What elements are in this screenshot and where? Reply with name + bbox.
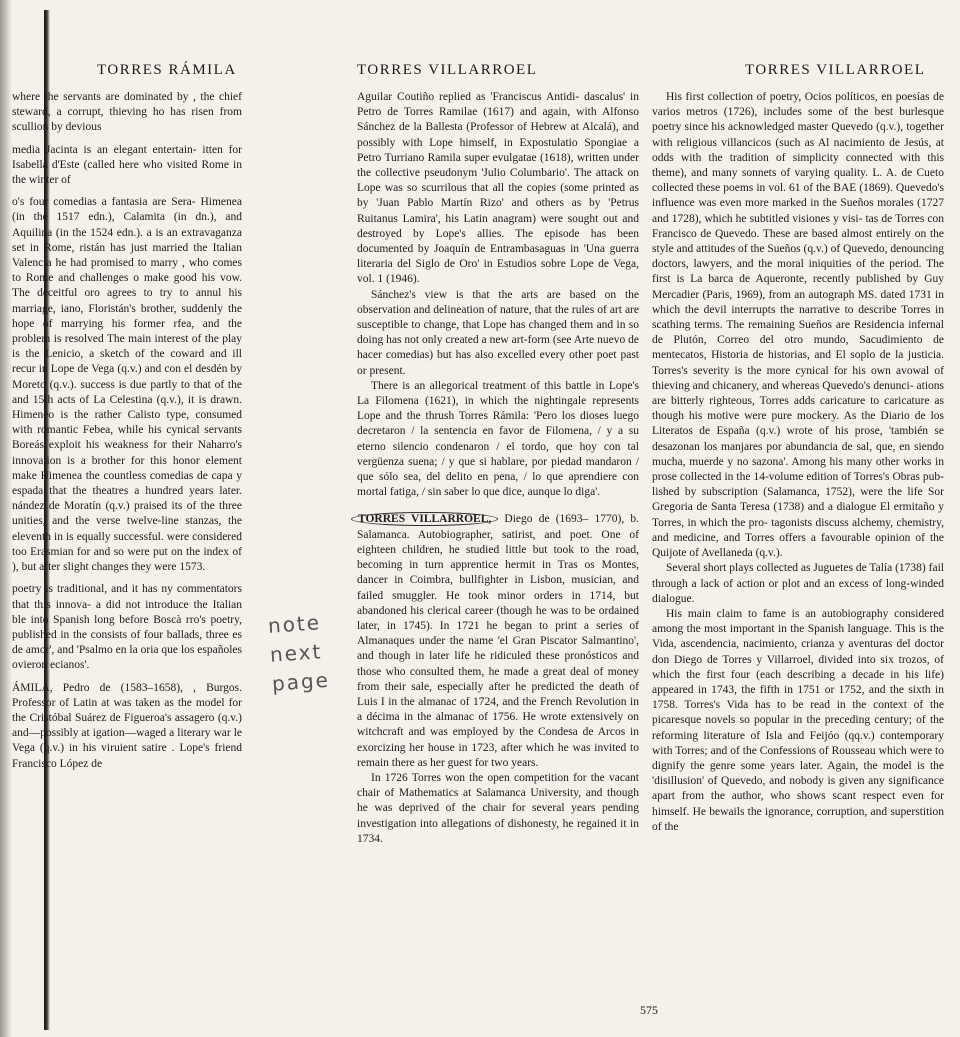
- page-number: 575: [640, 1003, 658, 1017]
- right-paragraph: His first collection of poetry, Ocios políticos, en poesías de varios metros (1726), includes some of the best burlesque poetry since his acknowledged master Quevedo (q.v.), together with religious villancicos (such as Al nacimiento de Jesús, at odds with the tradition of simplicity connected with this theme), and many sonnets of varying quality. L. A. de Cueto collected these poems in vol. 61 of the BAE (1869). Quevedo's influence was even more marked in the Sueños morales (1727 and 1728), which he subtitled visiones y visi- tas de Torres con Francisco de Quevedo. These are based almost entirely on the style and attitudes of the Sueños (q.v.) of Quevedo, denouncing doctors, lawyers, and the moral iniquities of the period. The first is La barca de Aqueronte, recently published by Guy Mercadier (Paris, 1969), from an autograph MS. dated 1731 in which the devil interrupts the narrative to describe Torres in scathing terms. The remaining Sueños are Residencia infernal de Plutón, Correo del otro mundo, Sacudimiento de mentecatos, Historia de historias, and El soplo de la justicia. Torres's severity is the more cynical for his own avowal of thieving and chicanery, and whereas Quevedo's denunci- ations are bitterly righteous, Torres adds caricature to caricature as though his motive were pure mockery. As the Diario de los Literatos de España (q.v.) wrote of his prose, 'también se desazonan los manjares por abundancia de sal, que, en siendo mucha, muerde y no sazona'. Among his many other works in prose collected in the 14-volume edition of Torres's Obras pub- lished by subscription (Salamanca, 1752), were the life Sor Gregoria de Santa Teresa (1738) and a dialogue El ermitaño y Torres, in which the pro- tagonists discuss alchemy, chemistry, and medicine, and Torres offers a favourable opinion of the Quijote of Avellaneda (q.v.).: [652, 91, 944, 560]
- left-paragraph: media Jacinta is an elegant entertain- itten for Isabella d'Este (called here who visited Rome in the winter of: [12, 143, 242, 187]
- middle-column: [357, 90, 639, 847]
- right-paragraph: Several short plays collected as Juguetes de Talía (1738) fail through a lack of action or plot and an excess of long-winded dialogue.: [652, 562, 944, 605]
- mid-paragraph: Sánchez's view is that the arts are based on the observation and delineation of nature, that the rules of art are susceptible to change, that Lope has changed them and in so doing has not only created a new art-form (see Arte nuevo de hacer comedias) but has also excelled every other poet past or present.: [357, 288, 639, 377]
- left-paragraph: where the servants are dominated by , the chief steward, a corrupt, thieving ho has risen from scullion by devious: [12, 91, 242, 134]
- running-head-center: TORRES VILLARROEL: [357, 62, 538, 78]
- right-column: [652, 90, 944, 835]
- mid-paragraph: In 1726 Torres won the open competition for the vacant chair of Mathematics at Salamanca University, and though he was deprived of the chair for several years pending investigation into allegations of dishonesty, he regained it in 1734.: [357, 771, 639, 845]
- margin-note-line: next: [269, 639, 324, 667]
- mid-paragraph: There is an allegorical treatment of this battle in Lope's La Filomena (1621), in which the nightingale represents Lope and the thrush Torres Rámila: 'Pero los dioses luego decretaron / la sentencia en favor de Filomena, / y a su eterno silencio condenaron / el tordo, que hoy con tal vergüenza suena; / y que si hablare, por piedad mandaron / que sólo sea, del delito en pena, / lo que aprendiere con mortal fatiga, / sin saber lo que dice, aunque lo diga'.: [357, 379, 639, 499]
- running-head-right: TORRES VILLARROEL: [745, 62, 926, 78]
- right-paragraph: His main claim to fame is an autobiography considered among the most important in the Spanish language. This is the Vida, ascendencia, nacimiento, crianza y aventuras del doctor don Diego de Torres y Villarroel, divided into six trozos, of which the first four (each describing a decade in his life) appeared in 1743, the fifth in 1751 or 1752, and the sixth in 1758. Torres's Vida has to be read in the context of the picaresque novels so popular in the preceding century; of the reforming literature of Isla and Feijóo (qq.v.) contemporary with Torres; and of the Confessions of Rousseau which were to dignify the genre some years later. Again, the model is the 'disillusion' of Quevedo, and nobody is given any significance apart from the author, who shows scant respect even for himself. He bewails the ignorance, corruption, and superstition of the: [652, 607, 944, 833]
- left-column: [12, 90, 242, 772]
- left-paragraph: ÁMILA, Pedro de (1583–1658), , Burgos. Professor of Latin at was taken as the model for the Cristóbal Suárez de Figueroa's assagero (q.v.) and—possibly at igation—waged a literary war le Vega (q.v.) in his viruient satire . Lope's friend Francisco López de: [12, 681, 242, 770]
- entry-headword: TORRES VILLARROEL,: [351, 512, 498, 526]
- handwritten-margin-note: [267, 607, 353, 699]
- running-head-left: TORRES RÁMILA: [97, 62, 237, 78]
- entry-body: Autobiographer, satirist, and poet. One of eighteen children, he studied little but took to the road, becoming in turn apprentice hermit in Tras os Montes, dancer in Coimbra, bullfighter in Lisbon, musician, and failed smuggler. He took minor orders in 1714, but abandoned his clerical career (though he was to be ordained later, in 1745). In 1721 he began to print a series of Almanaques under the name 'el Gran Piscator Salmantino', and though in later life he ridiculed these pronósticos and those who consulted them, he made a great deal of money from their sale, especially after he predicted the death of Luis I in the almanac of 1724, and the French Revolution in a décima in the almanac of 1756. He wrote extensively on witchcraft and was employed by the Condesa de Arcos in exorcizing her house in 1723, after which he was invited to remain there as her guest for two years.: [357, 528, 639, 769]
- entry-name: Diego de (1693– 1770), b. Salamanca.: [357, 513, 639, 541]
- left-paragraph: poetry is traditional, and it has ny commentators that this innova- a did not introduce the Italian ble into Spanish long before Boscà rro's poetry, published in the consists of four ballads, three es de amor', and 'Psalmo en la oria que los españoles ovieron ecianos'.: [12, 583, 242, 672]
- page-edge-shadow: [0, 0, 12, 1037]
- mid-paragraph: Aguilar Coutiño replied as 'Franciscus Antidi- dascalus' in Petro de Torres Ramilae (1617) and again, with Alfonso Sánchez de la Ballesta (Professor of Hebrew at Alcalá), and possibly with Lope himself, in Expostulatio Spongiae a Petro Turriano Ramila super evulgatae (1618), written under the collective pseudonym 'Julio Columbario'. The attack on Lope was so scurrilous that all the copies (some printed as by 'Juan Pablo Martín Rizo' and others as by 'Petrus Ruitanus Lamira', his Latin anagram) were sought out and destroyed by Lope's allies. The episode has been documented by Joaquín de Entrambasaguas in 'Una guerra literaria del Siglo de Oro' in Estudios sobre Lope de Vega, vol. 1 (1946).: [357, 91, 639, 286]
- entry-paragraph: [357, 512, 639, 770]
- margin-note-line: page: [271, 667, 331, 696]
- left-paragraph: o's four comedias a fantasia are Sera- Himenea (in the 1517 edn.), Calamita (in dn.), and Aquilina (in the 1524 edn.). a is an extravaganza set in Rome, ristán has just married the Italian Valencia he had promised to marry , who comes to Rome and challenges o make good his vow. The deceitful oro agrees to try to annul his marriage, iano, Floristán's brother, suddenly the hope of marrying his former rfea, and the problem is resolved The main interest of the play is the Lenicio, a sketch of the coward and ill recur in Lope de Vega (q.v.) and con el desdén by Moreto (q.v.). success is due partly to that of the and 15th acts of La Celestina (q.v.), it is drawn. Himeneo is the rather Calisto type, consumed with romantic Febea, while his cynical servants Boreás exploit his weakness for their Naharro's innovation is a brother for this honor element make Himenea the countless comedias de capa y espada that the theatres a hundred years later. nández de Moratín (q.v.) praised its of the three unities, and the verse twelve-line stanzas, the eleventh in is equally successful. were considered too Erasmian for and so were put on the index of ), but after slight changes they were 1573.: [12, 196, 242, 574]
- margin-note-line: note: [267, 610, 322, 638]
